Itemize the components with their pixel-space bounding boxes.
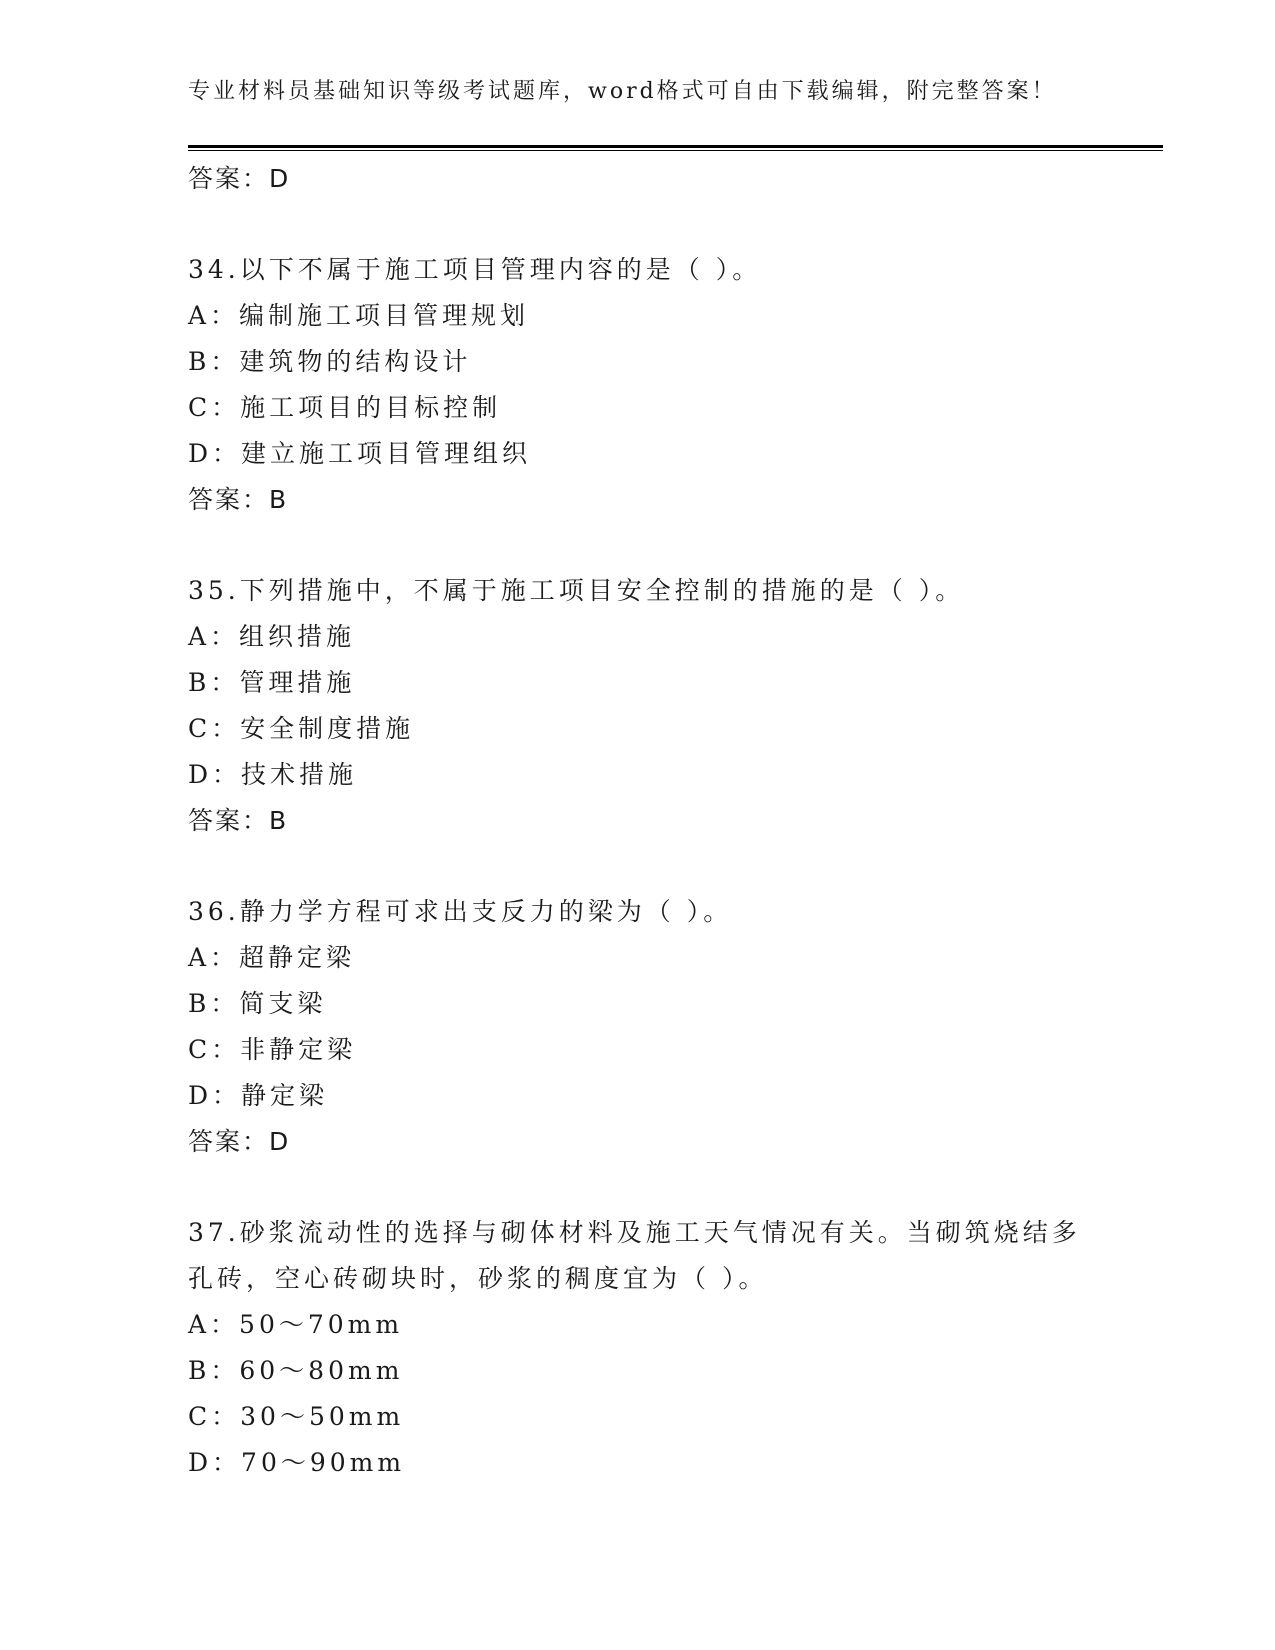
- question-stem: [188, 1210, 1088, 1302]
- spacer: [188, 844, 1088, 889]
- header-rule-thick: [188, 145, 1163, 148]
- option-a: A：组织措施: [188, 622, 356, 651]
- option-d: D：70～90mm: [188, 1448, 406, 1477]
- option-b: B：管理措施: [188, 668, 356, 697]
- stem-line: 35.下列措施中，不属于施工项目安全控制的措施的是（ ）。: [188, 576, 965, 605]
- question-35: [188, 568, 1088, 844]
- question-list: [188, 156, 1088, 1486]
- option-a: A：超静定梁: [188, 943, 356, 972]
- spacer: [188, 202, 1088, 247]
- option-c: C：非静定梁: [188, 1035, 357, 1064]
- option-b: B：60～80mm: [188, 1356, 404, 1385]
- answer: 答案：D: [188, 1127, 291, 1156]
- option-a: A：编制施工项目管理规划: [188, 301, 530, 330]
- header-rule-thin: [188, 150, 1163, 151]
- previous-answer: 答案：D: [188, 164, 291, 193]
- page-header: 专业材料员基础知识等级考试题库，word格式可自由下载编辑，附完整答案！: [188, 79, 1057, 104]
- spacer: [188, 1165, 1088, 1210]
- option-b: B：建筑物的结构设计: [188, 347, 472, 376]
- option-d: D：技术措施: [188, 760, 358, 789]
- spacer: [188, 523, 1088, 568]
- option-a: A：50～70mm: [188, 1310, 404, 1339]
- stem-line: 孔砖，空心砖砌块时，砂浆的稠度宜为（ ）。: [188, 1264, 768, 1293]
- option-c: C：施工项目的目标控制: [188, 393, 502, 422]
- question-stem: [188, 568, 1088, 614]
- option-d: D：建立施工项目管理组织: [188, 439, 532, 468]
- answer: 答案：B: [188, 806, 289, 835]
- stem-line: 37.砂浆流动性的选择与砌体材料及施工天气情况有关。当砌筑烧结多: [188, 1218, 1081, 1247]
- question-34: [188, 247, 1088, 523]
- option-d: D：静定梁: [188, 1081, 329, 1110]
- option-b: B：简支梁: [188, 989, 327, 1018]
- question-36: [188, 889, 1088, 1165]
- question-37: [188, 1210, 1088, 1486]
- question-stem: [188, 247, 1088, 293]
- answer: 答案：B: [188, 485, 289, 514]
- option-c: C：安全制度措施: [188, 714, 415, 743]
- stem-line: 36.静力学方程可求出支反力的梁为（ ）。: [188, 897, 733, 926]
- question-stem: [188, 889, 1088, 935]
- option-c: C：30～50mm: [188, 1402, 405, 1431]
- stem-line: 34.以下不属于施工项目管理内容的是（ ）。: [188, 255, 762, 284]
